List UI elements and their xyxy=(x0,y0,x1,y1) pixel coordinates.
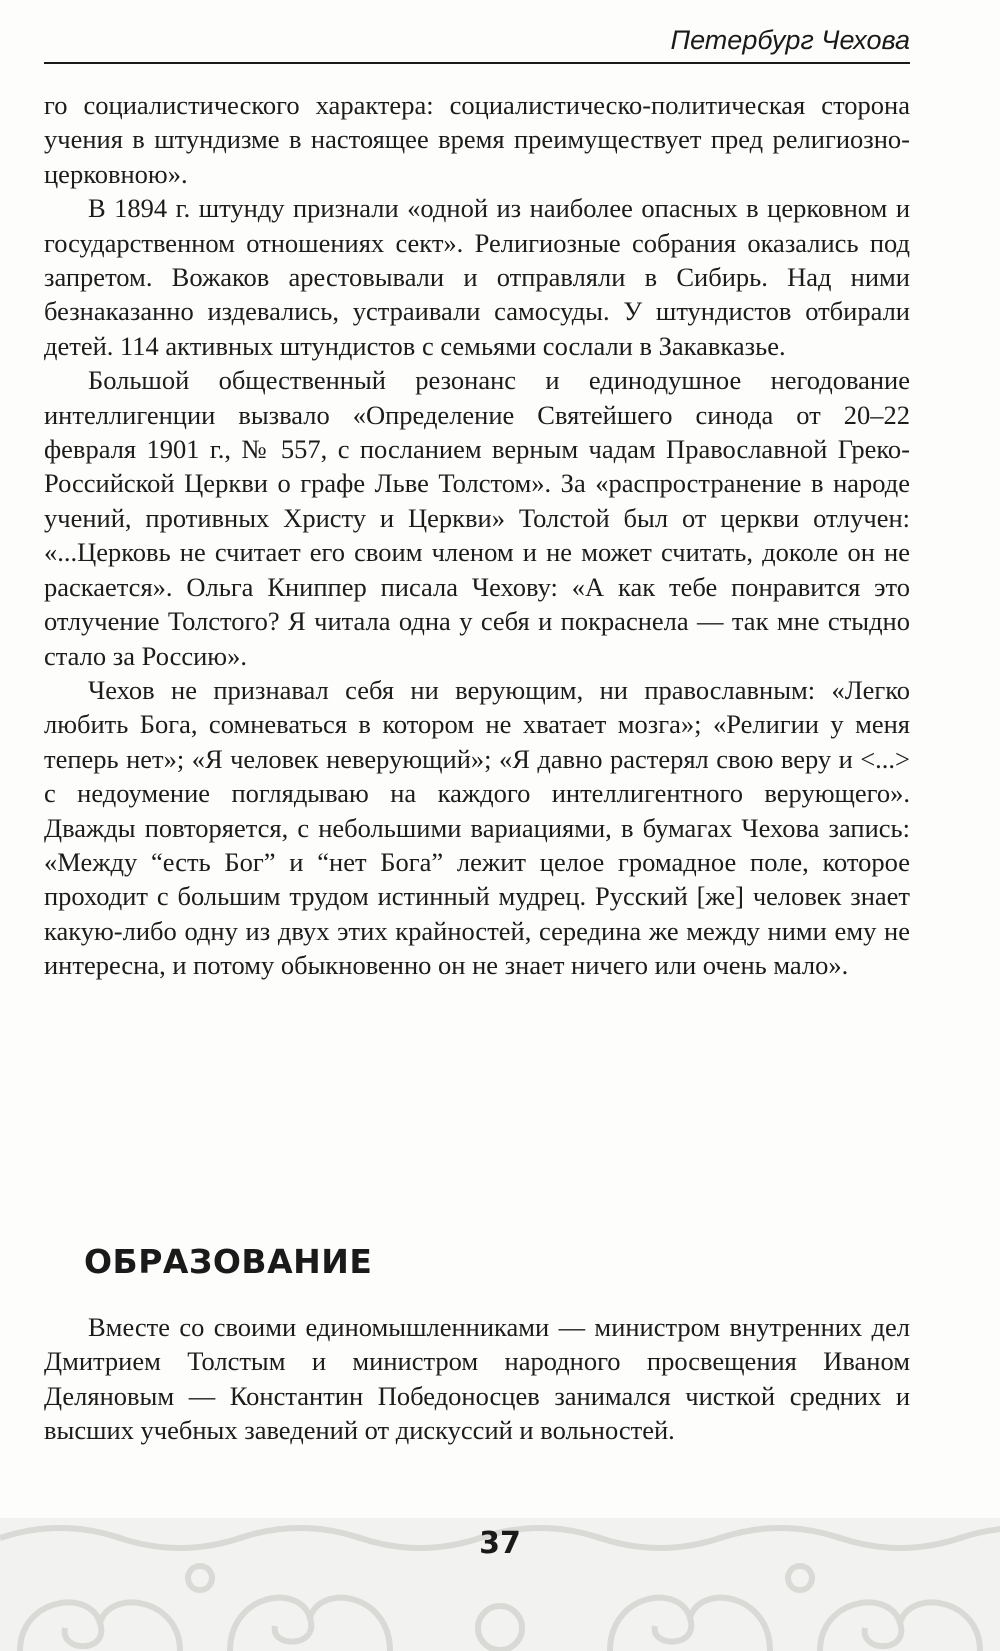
section-text xyxy=(44,1310,910,1448)
paragraph-3: Большой общественный резонанс и единодушное негодование интеллигенции вызвало «Определение Святейшего синода от 20–22 февраля 1901 г., № 557, с посланием верным чадам Православной Греко-Российской Церкви о графе Льве Толстом». За «распространение в народе учений, противных Христу и Церкви» Толстой был от церкви отлучен: «...Церковь не считает его своим членом и не может считать, доколе он не раскается». Ольга Книппер писала Чехову: «А как тебе понравится это отлучение Толстого? Я читала одна у себя и покраснела — так мне стыдно стало за Россию». xyxy=(44,365,910,671)
paragraph-2: В 1894 г. штунду признали «одной из наиболее опасных в церковном и государственном отношениях сект». Религиозные собрания оказались под запретом. Вожаков арестовывали и отправляли в Сибирь. Над ними безнаказанно издевались, устраивали самосуды. У штундистов отбирали детей. 114 активных штундистов с семьями сослали в Закавказье. xyxy=(44,193,910,361)
main-text xyxy=(44,88,910,983)
running-title: Петербург Чехова xyxy=(670,25,910,55)
running-header xyxy=(44,18,910,64)
section-heading: ОБРАЗОВАНИЕ xyxy=(84,1242,373,1281)
section-paragraph: Вместе со своими единомышленниками — министром внутренних дел Дмитрием Толстым и министром народного просвещения Иваном Деляновым — Константин Победоносцев занимался чисткой средних и высших учебных заведений от дискуссий и вольностей. xyxy=(44,1312,910,1446)
paragraph-1: го социалистического характера: социалистическо-политическая сторона учения в штундизме в настоящее время преимуществует пред религиозно-церковною». xyxy=(44,90,910,189)
paragraph-4: Чехов не признавал себя ни верующим, ни православным: «Легко любить Бога, сомневаться в котором не хватает мозга»; «Религии у меня теперь нет»; «Я человек неверующий»; «Я давно растерял свою веру и <...> с недоумение поглядываю на каждого интеллигентного верующего». Дважды повторяется, с небольшими вариациями, в бумагах Чехова запись: «Между “есть Бог” и “нет Бога” лежит целое громадное поле, которое проходит с большим трудом истинный мудрец. Русский [же] человек знает какую-либо одну из двух этих крайностей, середина же между ними ему не интересна, и потому обыкновенно он не знает ничего или очень мало». xyxy=(44,674,910,981)
page-number: 37 xyxy=(479,1526,521,1561)
